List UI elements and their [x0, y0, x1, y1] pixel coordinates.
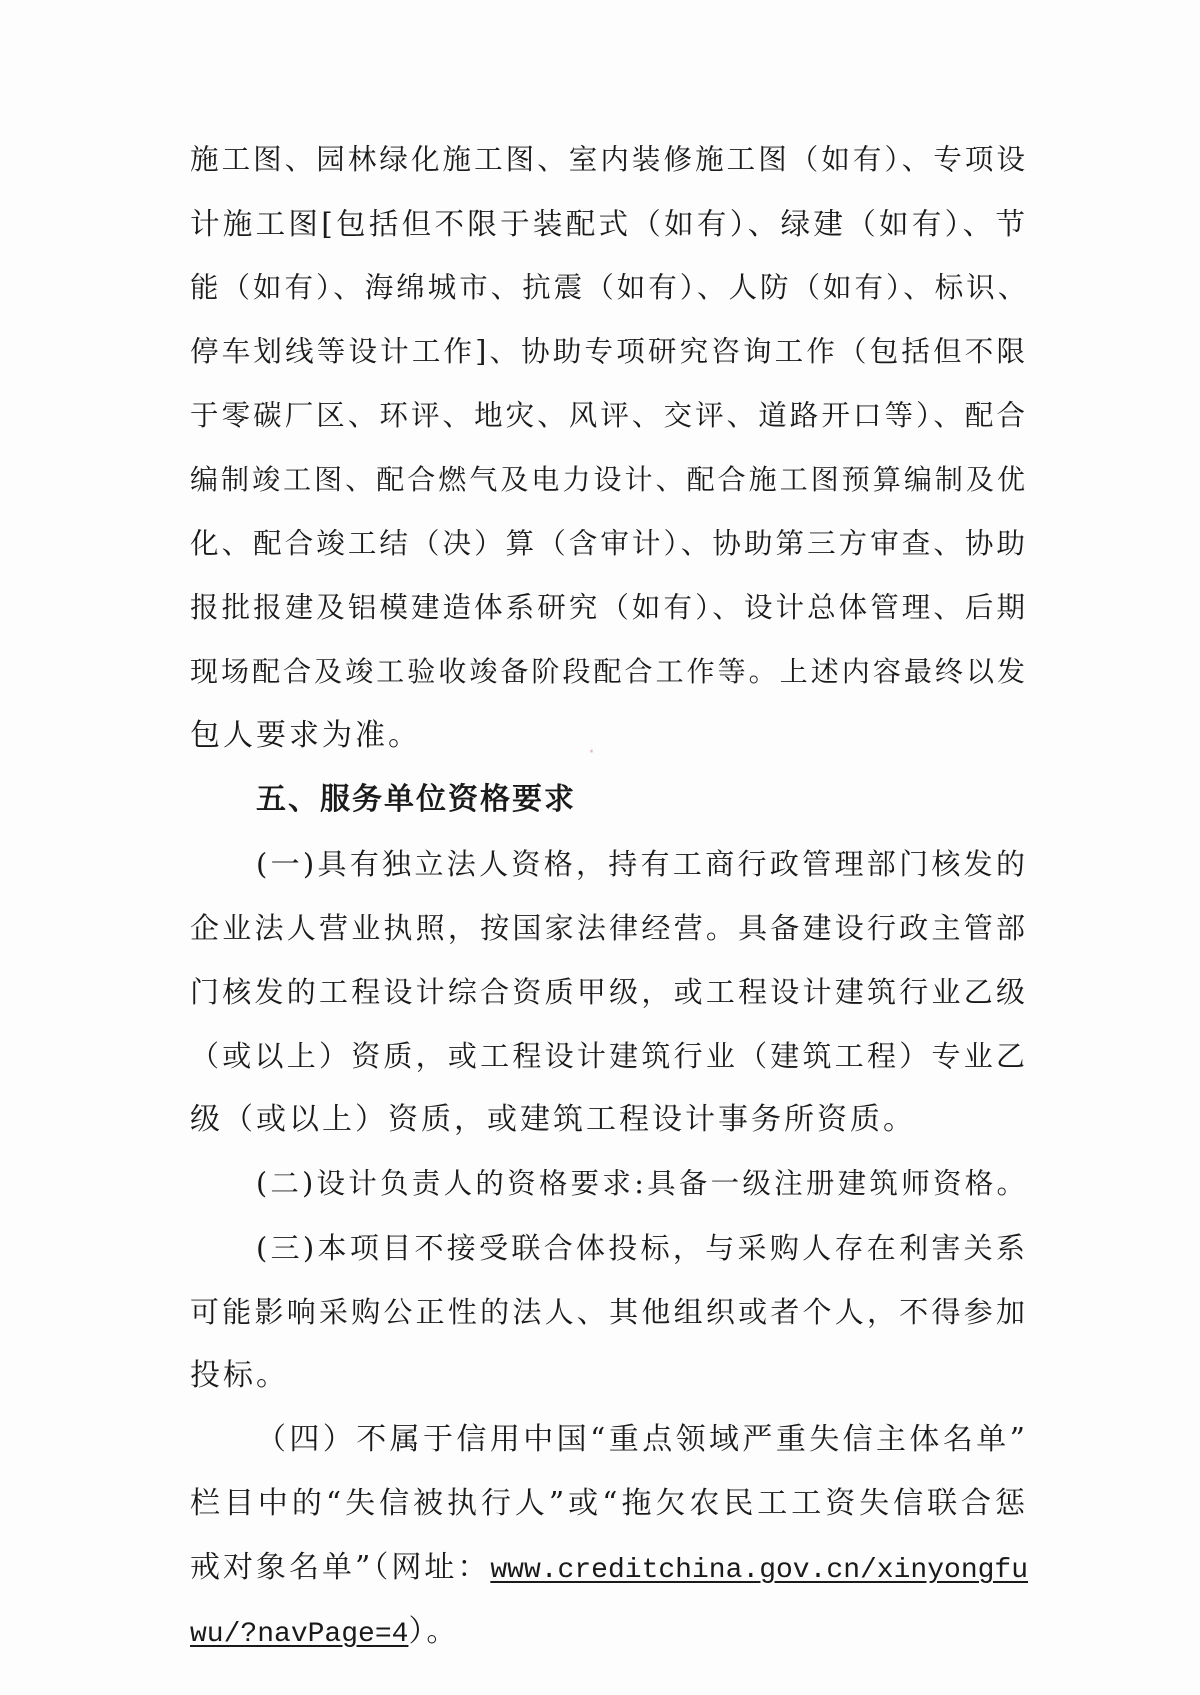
text-line: (二)设计负责人的资格要求:具备一级注册建筑师资格。 — [256, 1167, 1028, 1200]
text-line: 编制竣工图、配合燃气及电力设计、配合施工图预算编制及优 — [190, 463, 1028, 496]
text-line: 计施工图[包括但不限于装配式（如有）、绿建（如有）、节 — [190, 207, 1028, 241]
text-line: 报批报建及铝模建造体系研究（如有）、设计总体管理、后期 — [190, 591, 1028, 624]
url-line — [190, 1536, 1028, 1600]
paragraph-lines — [190, 128, 1028, 1536]
section-heading: 五、服务单位资格要求 — [256, 782, 576, 817]
text-line: (三)本项目不接受联合体投标，与采购人存在利害关系 — [256, 1231, 1028, 1265]
text-line: 企业法人营业执照，按国家法律经营。具备建设行政主管部 — [190, 911, 1028, 945]
text-line: 于零碳厂区、环评、地灾、风评、交评、道路开口等）、配合 — [190, 399, 1028, 432]
url-line-prefix: 戒对象名单”（网址： — [190, 1550, 491, 1585]
text-line: 门核发的工程设计综合资质甲级，或工程设计建筑行业乙级 — [190, 975, 1028, 1009]
website-link-continued[interactable]: wu/?navPage=4 — [190, 1619, 409, 1650]
text-line: 栏目中的“失信被执行人”或“拖欠农民工工资失信联合惩 — [190, 1486, 1028, 1521]
text-line: 能（如有）、海绵城市、抗震（如有）、人防（如有）、标识、 — [190, 271, 1030, 304]
text-line: 现场配合及竣工验收竣备阶段配合工作等。上述内容最终以发 — [190, 655, 1028, 688]
text-line: 施工图、园林绿化施工图、室内装修施工图（如有）、专项设 — [190, 143, 1028, 176]
url-line-continued — [190, 1600, 1028, 1664]
ink-speck-mark: · — [588, 740, 595, 765]
website-link[interactable]: www.creditchina.gov.cn/xinyongfu — [490, 1555, 1029, 1586]
url-line-suffix: ）。 — [408, 1614, 460, 1649]
text-line: 投标。 — [190, 1358, 289, 1393]
document-body — [190, 128, 1028, 1664]
text-line: 可能影响采购公正性的法人、其他组织或者个人，不得参加 — [190, 1295, 1028, 1329]
text-line: 停车划线等设计工作]、协助专项研究咨询工作（包括但不限 — [190, 335, 1028, 368]
text-line: （或以上）资质，或工程设计建筑行业（建筑工程）专业乙 — [190, 1039, 1028, 1073]
text-line: 包人要求为准。 — [190, 718, 421, 753]
text-line: 级（或以上）资质，或建筑工程设计事务所资质。 — [190, 1102, 916, 1137]
text-line: (一)具有独立法人资格，持有工商行政管理部门核发的 — [256, 847, 1028, 881]
text-line: （四）不属于信用中国“重点领域严重失信主体名单” — [256, 1422, 1028, 1457]
text-line: 化、配合竣工结（决）算（含审计）、协助第三方审查、协助 — [190, 527, 1028, 560]
